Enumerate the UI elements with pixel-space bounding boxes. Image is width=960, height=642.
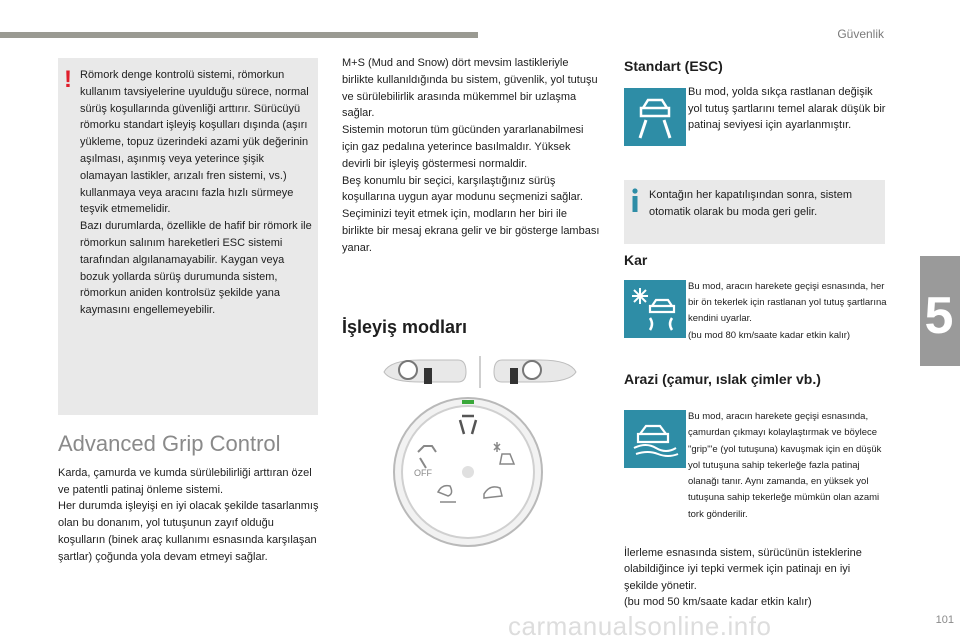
warning-box — [58, 58, 318, 415]
watermark: carmanualsonline.info — [508, 611, 772, 641]
info-icon — [630, 188, 640, 212]
warning-icon: ! — [64, 66, 72, 93]
chapter-tab — [920, 256, 960, 366]
snow-mode-text: Bu mod, aracın harekete geçişi esnasında, her bir ön tekerlek için rastlanan yol tutuş şartlarına kendini uyarlar. (bu mod 80 km/saate kadar etkin kalır) — [688, 281, 887, 341]
mode-selector-illustration — [380, 354, 580, 572]
section-name: Güvenlik — [837, 27, 884, 41]
paddle-switch-icons — [384, 356, 576, 388]
modes-title: İşleyiş modları — [342, 317, 468, 337]
advanced-grip-title: Advanced Grip Control — [58, 431, 281, 456]
mud-mode-title: Arazi (çamur, ıslak çimler vb.) — [624, 371, 821, 387]
mud-mode-icon — [624, 410, 686, 468]
snow-mode-title: Kar — [624, 252, 648, 268]
advanced-grip-body: Karda, çamurda ve kumda sürülebilirliği arttıran özel ve patentli patinaj önleme sistemi. Her durumda işleyişi en iyi olacak şekilde tasarlanmış olan bu donanım, yol tutuşunun zayıf olduğu koşulların (binek araç kullanımı esnasında karşılaşan şartlar) çoğunda yola devam etmeyi sağlar. — [58, 467, 319, 563]
right-body-text: İlerleme esnasında sistem, sürücünün isteklerine olabildiğince iyi tepki vermek için patinajı en iyi şekilde yönetir. (bu mod 50 km/saate kadar etkin kalır) — [624, 547, 862, 609]
header-bar — [0, 32, 478, 38]
warning-text: Römork denge kontrolü sistemi, römorkun kullanım tavsiyelerine uyulduğu sürece, normal sürüş koşullarında güvenliği arttırır. Sürücüyü römorku standart işleyiş koşulları dışında (aşırı yükleme, topuz üzerindeki azami yük değerinin aşılması, aşınmış veya yeterince şişik olamayan lastikler, arızalı fren sistemi, vs.) kullanmaya veya aracını fazla hızlı sürmeye teşvik etmemelidir. Bazı durumlarda, özellikle de hafif bir römork ile römorkun salınım hareketleri ESC sistemi tarafından algılanamayabilir. Kaygan veya bozuk yollarda sürüş durumunda sistem, römorkun aniden kontrolsüz şekilde yana kaymasını engellemeyebilir. — [80, 69, 312, 317]
snow-mode-icon — [624, 280, 686, 338]
esc-mode-title: Standart (ESC) — [624, 58, 723, 74]
selector-dial — [394, 398, 542, 546]
info-box — [624, 180, 885, 244]
middle-body-text: M+S (Mud and Snow) dört mevsim lastikleriyle birlikte kullanıldığında bu sistem, güvenlik, yol tutuşu ve sürülebilirlik arasında mükemmel bir uzlaşma sağlar. Sistemin motorun tüm gücünden yararlanabilmesi için gaz pedalına yeterince basılmaldır. Yüksek devirli bir işleyiş göstermesi normaldir. Beş konumlu bir seçici, karşılaştığınız sürüş koşullarına uygun ayar modunu seçmenizi sağlar. Seçiminizi teyit etmek için, modların her biri ile birlikte bir mesaj ekrana gelir ve bir gösterge lambası yanar. — [342, 57, 600, 254]
mud-mode-text: Bu mod, aracın harekete geçişi esnasında, çamurdan çıkmayı kolaylaştırmak ve böylece "grip"'e (yol tutuşuna) kavuşmak için en düşük yol tutuşuna sahip tekerleğe fazla patinaj olanağı tanır. Aynı zamanda, en yüksek yol tutuşuna sahip tekerleğe mümkün olan azami tork gönderilir. — [688, 411, 882, 520]
page-number: 101 — [935, 614, 954, 626]
esc-mode-text: Bu mod, yolda sıkça rastlanan değişik yol tutuş şartlarını temel alarak düşük bir patinaj seviyesi için ayarlanmıştır. — [688, 86, 886, 132]
chapter-number: 5 — [924, 287, 954, 345]
esc-mode-icon — [624, 88, 686, 146]
info-text: Kontağın her kapatılışından sonra, sistem otomatik olarak bu moda geri gelir. — [649, 189, 853, 218]
dial-off-label: OFF — [414, 468, 432, 478]
